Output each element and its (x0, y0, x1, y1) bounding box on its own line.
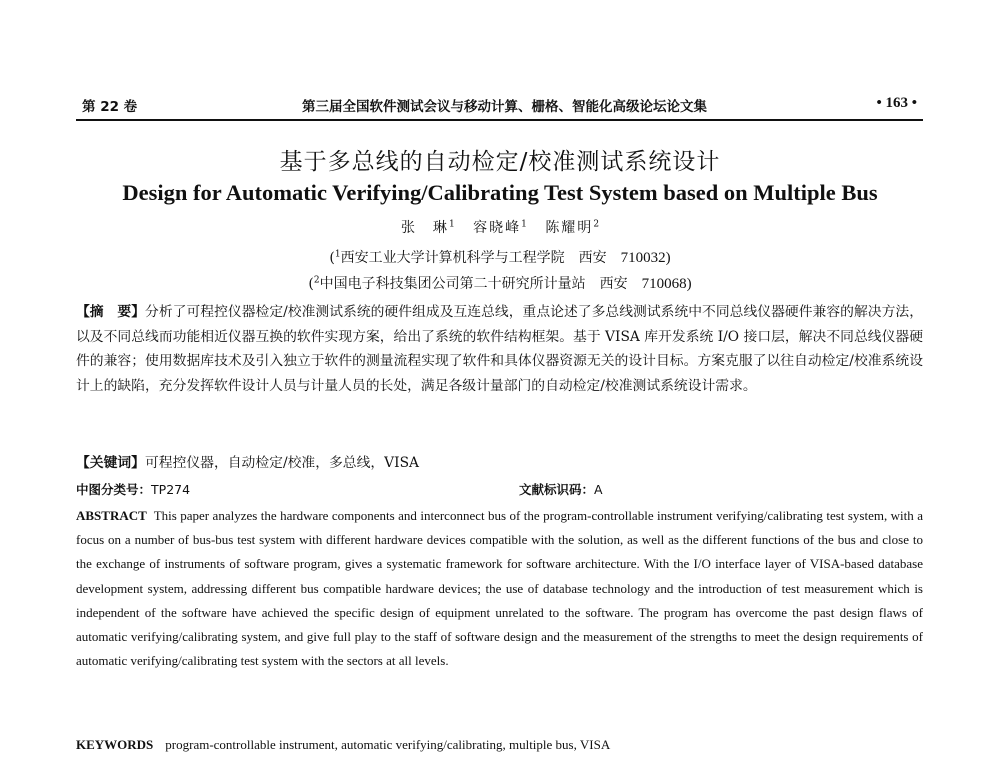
postal-code: 710032) (620, 250, 671, 266)
author-name: 张 琳 (400, 220, 449, 236)
author-affil-mark: 2 (593, 219, 600, 230)
author-name: 容晓峰 (473, 220, 522, 236)
abstract-cn-label: 【摘 要】 (76, 304, 146, 320)
author-1 (401, 220, 455, 236)
conference-title: 第三届全国软件测试会议与移动计算、栅格、智能化高级论坛论文集 (302, 99, 707, 115)
affiliation-2: ($^2$中国电子科技集团公司第二十研究所计量站 西安 710068) (308, 275, 692, 292)
clc-label: 中图分类号： (76, 482, 152, 497)
classification-line (76, 480, 923, 500)
abstract-en-text: This paper analyzes the hardware components and interconnect bus of the program-controllable instrument verifying/calibrating test system, with a focus on a number of bus-bus test system with different hardware devices compatible with the solution, as well as the different functions of the bus and close to the exchange of instruments of software program, gives a systematic framework for software architecture. With the I/O interface layer of VISA-based database development system, addressing different bus compatible hardware devices; the use of database technology and the introduction of test measurement which is independent of the software have achieved the specific design of equipment unrelated to the software. The program has overcome the past design flaws of automatic verifying/calibrating system, and give full play to the staff of software design and the measurement of the strengths to meet the design requirements of automatic verifying/calibrating test system with the sectors at all levels. (76, 508, 923, 669)
clc-value: TP274 (151, 482, 191, 497)
keywords-en-label: KEYWORDS (76, 737, 154, 752)
abstract-english (76, 504, 923, 673)
author-2 (473, 220, 527, 236)
document-code (519, 480, 603, 498)
abstract-en-label: ABSTRACT (76, 508, 147, 523)
abstract-chinese (76, 300, 923, 398)
clc-number (76, 480, 190, 498)
page-number: • 163 • (876, 95, 917, 111)
keywords-cn-label: 【关键词】 (76, 455, 145, 471)
postal-code: 710068) (641, 276, 692, 292)
running-header (76, 93, 923, 117)
affiliation-mark: 2 (313, 275, 320, 286)
author-3 (545, 220, 599, 236)
author-name: 陈耀明 (545, 220, 594, 236)
abstract-cn-text: 分析了可程控仪器检定/校准测试系统的硬件组成及互连总线，重点论述了多总线测试系统中不同总线仪器硬件兼容的解决方法，以及不同总线而功能相近仪器互换的软件实现方案，给出了系统的软件结构框架。基于 VISA 库开发系统 I/O 接口层，解决不同总线仪器硬件的兼容；使用数据库技术及引入独立于软件的测量流程实现了软件和具体仪器资源无关的设计目标。方案克服了以往自动检定/校准系统设计上的缺陷，充分发挥软件设计人员与计量人员的长处，满足各级计量部门的自动检定/校准测试系统设计需求。 (76, 304, 923, 394)
keywords-en-text: program-controllable instrument, automatic verifying/calibrating, multiple bus, VISA (165, 737, 611, 752)
keywords-chinese (76, 451, 923, 471)
affiliation-mark: 1 (334, 249, 341, 260)
title-english: Design for Automatic Verifying/Calibrating Test System based on Multiple Bus (122, 180, 878, 205)
title-chinese: 基于多总线的自动检定/校准测试系统设计 (279, 149, 721, 175)
doc-code-label: 文献标识码： (519, 482, 595, 497)
affiliation-text: 中国电子科技集团公司第二十研究所计量站 西安 (319, 276, 628, 292)
affiliation-1: ($^1$西安工业大学计算机科学与工程学院 西安 710032) (329, 249, 671, 266)
volume-label: 第 22 卷 (82, 99, 138, 115)
keywords-cn-text: 可程控仪器，自动检定/校准，多总线，VISA (144, 455, 420, 471)
doc-code-value: A (594, 482, 603, 497)
keywords-english (76, 737, 923, 753)
author-affil-mark: 1 (448, 219, 455, 230)
affiliation-text: 西安工业大学计算机科学与工程学院 西安 (340, 250, 607, 266)
author-list (0, 217, 1000, 237)
author-affil-mark: 1 (521, 219, 527, 230)
header-rule (76, 119, 923, 121)
